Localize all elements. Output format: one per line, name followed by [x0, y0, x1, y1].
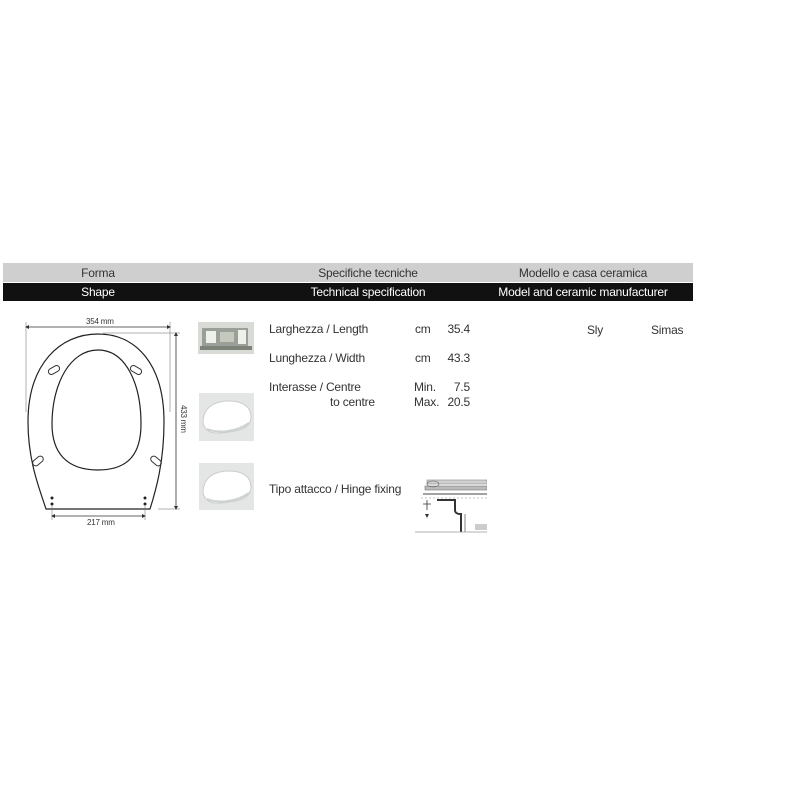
- spec-centre-max-value: 20.5: [447, 395, 470, 409]
- spec-width-label: Lunghezza / Width: [269, 351, 365, 365]
- spec-centre-max-label: Max.: [414, 395, 440, 409]
- spec-width-value: 43.3: [447, 351, 470, 365]
- header-spec-en: Technical specification: [310, 285, 426, 299]
- header-model-en: Model and ceramic manufacturer: [498, 285, 668, 299]
- seat-profile-thumbnail-1: [199, 393, 254, 441]
- hinge-fixing-diagram: [415, 474, 487, 534]
- spec-centre-label-2: to centre: [330, 395, 375, 409]
- spec-length-unit: cm: [415, 322, 431, 336]
- seat-inner-opening: [52, 350, 141, 470]
- hinge-hole-right: [144, 497, 147, 500]
- spec-length-label: Larghezza / Length: [269, 322, 369, 336]
- hinge-part-thumbnail: [198, 322, 254, 354]
- seat-shape-diagram: [18, 312, 193, 530]
- model-manufacturer: Simas: [651, 323, 684, 337]
- header-spec-it: Specifiche tecniche: [318, 265, 418, 280]
- header-row-italian: [3, 263, 693, 282]
- height-dimension-label: 433 mm: [179, 405, 188, 433]
- width-dimension-label: 354 mm: [86, 317, 114, 326]
- hinge-hole-left: [51, 497, 54, 500]
- spec-hinge-label: Tipo attacco / Hinge fixing: [269, 482, 402, 496]
- header-shape-it: Forma: [81, 265, 115, 280]
- spec-centre-label: Interasse / Centre: [269, 380, 361, 394]
- header-model-it: Modello e casa ceramica: [518, 265, 648, 280]
- seat-outer-outline: [28, 334, 164, 509]
- header-row-english: [3, 283, 693, 301]
- seat-profile-thumbnail-2: [199, 463, 254, 510]
- hinge-dimension-label: 217 mm: [87, 518, 115, 527]
- spec-centre-min-label: Min.: [414, 380, 436, 394]
- header-shape-en: Shape: [81, 285, 115, 299]
- spec-width-unit: cm: [415, 351, 431, 365]
- model-name: Sly: [587, 323, 604, 337]
- spec-length-value: 35.4: [447, 322, 470, 336]
- spec-centre-min-value: 7.5: [453, 380, 470, 394]
